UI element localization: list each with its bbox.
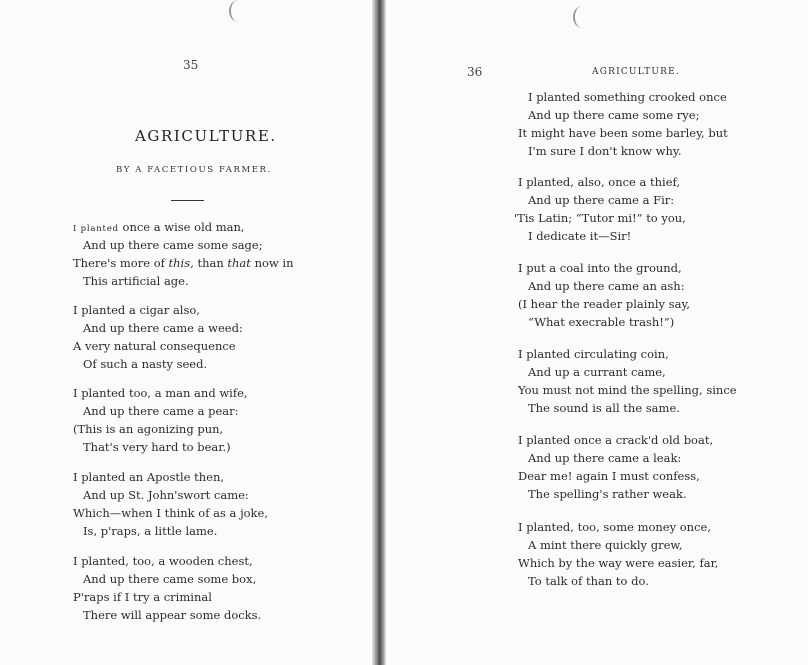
poem-line bbox=[73, 254, 373, 272]
stanza bbox=[73, 301, 373, 373]
poem-line: Which—when I think of as a joke, bbox=[73, 506, 268, 520]
line-segment: now in bbox=[250, 256, 294, 270]
left-page bbox=[0, 0, 372, 665]
poem-line: And up St. John'swort came: bbox=[83, 488, 249, 502]
stanza bbox=[73, 552, 373, 624]
poem-line: And up there came some sage; bbox=[83, 238, 263, 252]
poem-line: I planted circulating coin, bbox=[518, 347, 669, 361]
page-number-left: 35 bbox=[183, 58, 199, 72]
poem-byline: BY A FACETIOUS FARMER. bbox=[116, 165, 272, 175]
poem-line: And up there came some rye; bbox=[528, 108, 700, 122]
poem-line: Of such a nasty seed. bbox=[83, 357, 208, 371]
poem-line: The spelling's rather weak. bbox=[528, 487, 687, 501]
poem-line: A mint there quickly grew, bbox=[528, 538, 683, 552]
poem-line: 'Tis Latin; “Tutor mi!” to you, bbox=[514, 211, 686, 225]
poem-line: Is, p'raps, a little lame. bbox=[83, 524, 218, 538]
stanza bbox=[518, 345, 808, 417]
italic-word: that bbox=[227, 256, 251, 270]
poem-line: There will appear some docks. bbox=[83, 608, 262, 622]
poem-line: And up a currant came, bbox=[528, 365, 666, 379]
poem-line: And up there came a Fir: bbox=[528, 193, 675, 207]
poem-line: “What execrable trash!”) bbox=[528, 315, 675, 329]
binding-bracket-right bbox=[573, 6, 591, 28]
poem-line: Which by the way were easier, far, bbox=[518, 556, 719, 570]
poem-line: I planted once a crack'd old boat, bbox=[518, 433, 714, 447]
poem-line: I'm sure I don't know why. bbox=[528, 144, 682, 158]
line-rest: once a wise old man, bbox=[118, 220, 245, 234]
smallcaps-opening: I planted bbox=[73, 224, 119, 234]
poem-line: That's very hard to bear.) bbox=[83, 440, 231, 454]
stanza bbox=[514, 173, 808, 245]
poem-line: I planted, too, some money once, bbox=[518, 520, 711, 534]
poem-title: AGRICULTURE. bbox=[135, 127, 277, 145]
book-gutter bbox=[372, 0, 386, 665]
stanza bbox=[518, 518, 808, 590]
stanza bbox=[518, 259, 808, 331]
poem-line: I planted, also, once a thief, bbox=[518, 175, 681, 189]
stanza bbox=[518, 431, 808, 503]
poem-line: To talk of than to do. bbox=[528, 574, 649, 588]
poem-line: (I hear the reader plainly say, bbox=[518, 297, 691, 311]
stanza bbox=[73, 468, 373, 540]
running-head: AGRICULTURE. bbox=[592, 67, 680, 77]
poem-line: You must not mind the spelling, since bbox=[518, 383, 737, 397]
poem-line: (This is an agonizing pun, bbox=[73, 422, 224, 436]
title-rule bbox=[171, 200, 204, 201]
poem-line: I put a coal into the ground, bbox=[518, 261, 682, 275]
stanza bbox=[73, 218, 373, 290]
poem-line bbox=[73, 218, 373, 236]
line-segment: than bbox=[193, 256, 228, 270]
italic-word: this, bbox=[168, 256, 194, 270]
poem-line: And up there came some box, bbox=[83, 572, 257, 586]
poem-line: I planted too, a man and wife, bbox=[73, 386, 248, 400]
poem-line: It might have been some barley, but bbox=[518, 126, 728, 140]
poem-line: And up there came a leak: bbox=[528, 451, 682, 465]
line-segment: There's more of bbox=[73, 256, 169, 270]
page-number-right: 36 bbox=[467, 65, 483, 79]
poem-line: I planted, too, a wooden chest, bbox=[73, 554, 253, 568]
poem-line: The sound is all the same. bbox=[528, 401, 680, 415]
poem-line: This artificial age. bbox=[83, 274, 189, 288]
poem-line: I planted an Apostle then, bbox=[73, 470, 225, 484]
poem-line: And up there came an ash: bbox=[528, 279, 685, 293]
stanza bbox=[518, 88, 808, 160]
poem-line: And up there came a pear: bbox=[83, 404, 239, 418]
poem-line: I planted a cigar also, bbox=[73, 303, 200, 317]
poem-line: I planted something crooked once bbox=[528, 90, 727, 104]
poem-line: I dedicate it—Sir! bbox=[528, 229, 632, 243]
poem-line: P'raps if I try a criminal bbox=[73, 590, 212, 604]
poem-line: And up there came a weed: bbox=[83, 321, 243, 335]
binding-bracket-left bbox=[229, 0, 247, 22]
stanza bbox=[73, 384, 373, 456]
poem-line: A very natural consequence bbox=[73, 339, 236, 353]
poem-line: Dear me! again I must confess, bbox=[518, 469, 700, 483]
